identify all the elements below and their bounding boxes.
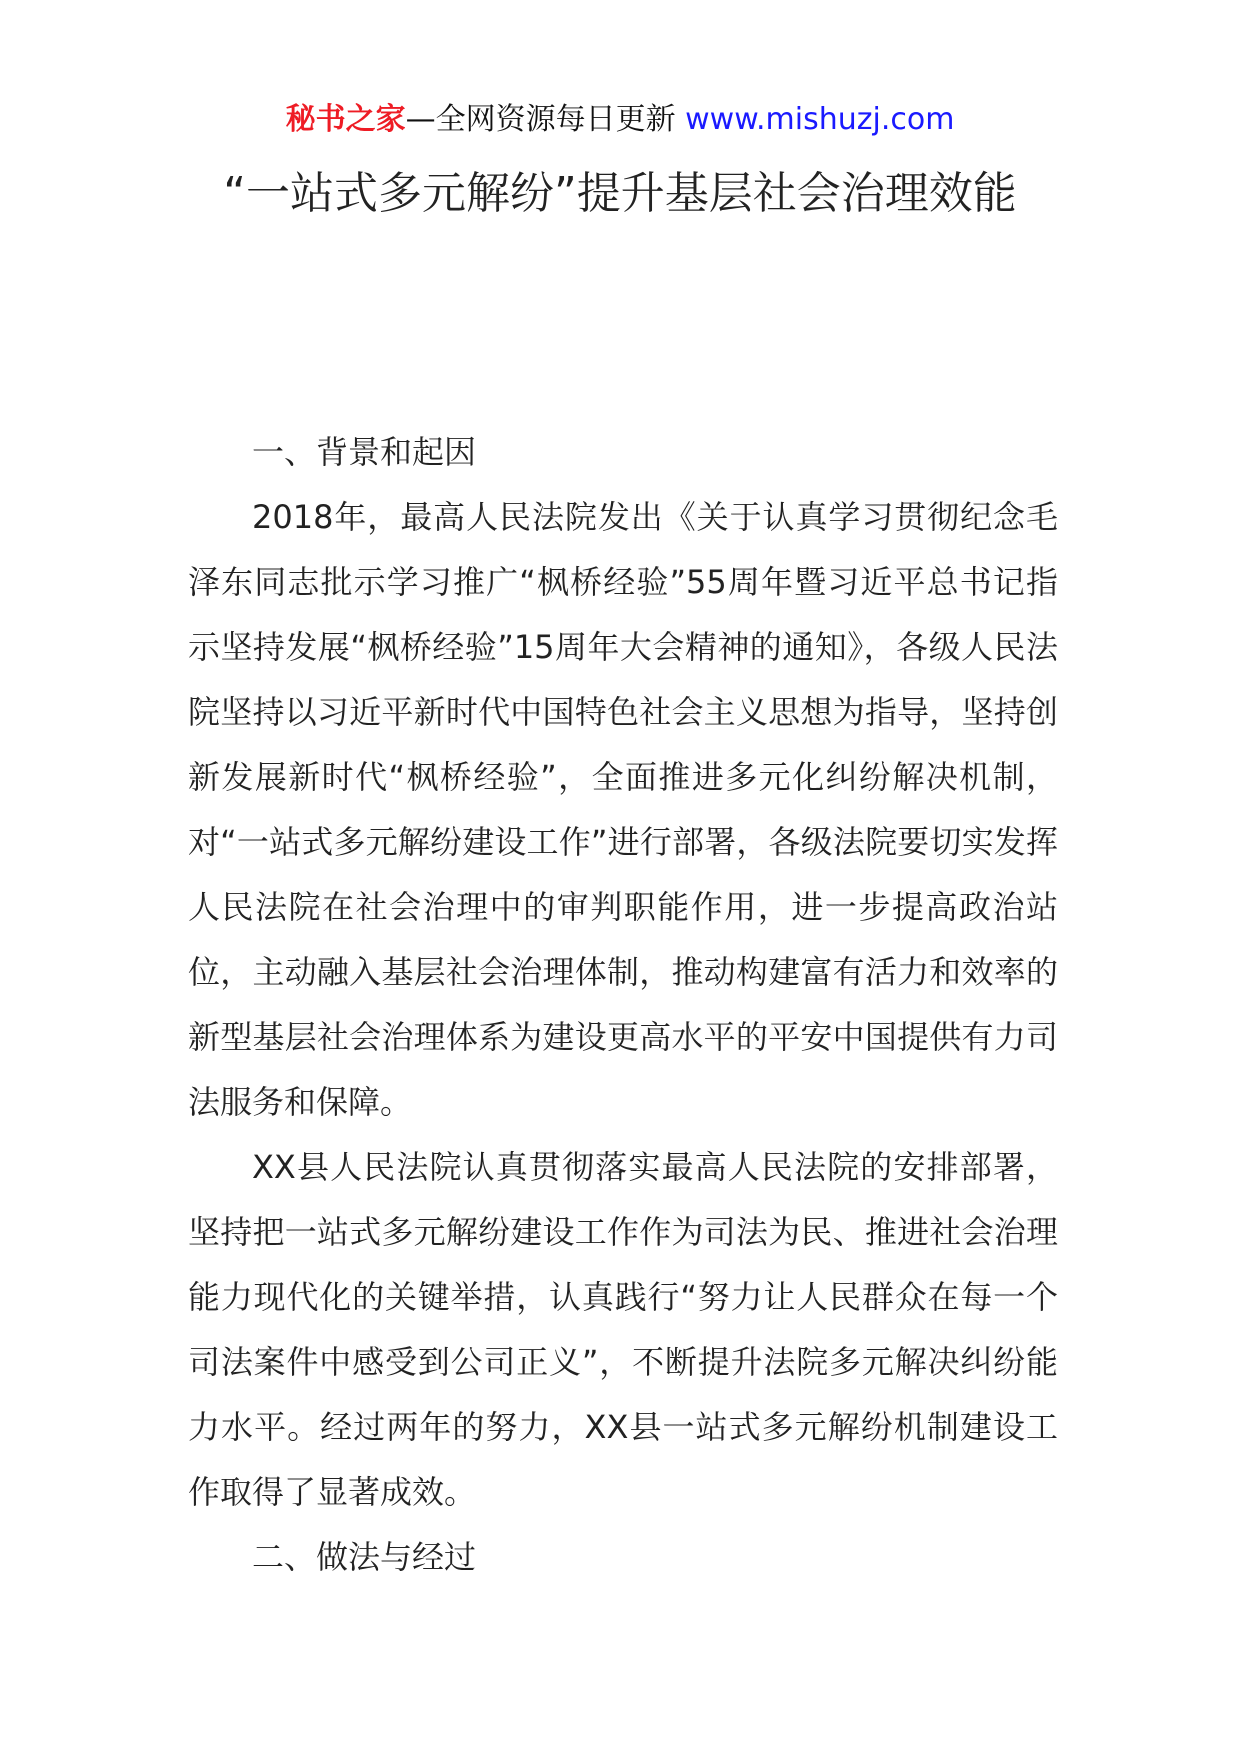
document-title: “一站式多元解纷”提升基层社会治理效能 [223,168,1017,219]
body-paragraph: XX县人民法院认真贯彻落实最高人民法院的安排部署，坚持把一站式多元解纷建设工作作为司法为民、推进社会治理能力现代化的关键举措，认真践行“努力让人民群众在每一个司法案件中感受到公司正义”，不断提升法院多元解决纠纷能力水平。经过两年的努力，XX县一站式多元解纷机制建设工作取得了显著成效。 [188,1148,1058,1511]
section-heading-practice: 二、做法与经过 [252,1538,477,1576]
document-body [188,420,1058,1590]
site-url-link[interactable]: www.mishuzj.com [685,102,955,137]
section-heading-background: 一、背景和起因 [252,433,477,471]
brand-name: 秘书之家 [285,102,406,137]
body-paragraph: 2018年，最高人民法院发出《关于认真学习贯彻纪念毛泽东同志批示学习推广“枫桥经验”55周年暨习近平总书记指示坚持发展“枫桥经验”15周年大会精神的通知》，各级人民法院坚持以习近平新时代中国特色社会主义思想为指导，坚持创新发展新时代“枫桥经验”，全面推进多元化纠纷解决机制，对“一站式多元解纷建设工作”进行部署，各级法院要切实发挥人民法院在社会治理中的审判职能作用，进一步提高政治站位，主动融入基层社会治理体制，推动构建富有活力和效率的新型基层社会治理体系为建设更高水平的平安中国提供有力司法服务和保障。 [188,498,1058,1121]
site-header [0,100,1240,140]
header-tagline: —全网资源每日更新 [405,102,676,137]
